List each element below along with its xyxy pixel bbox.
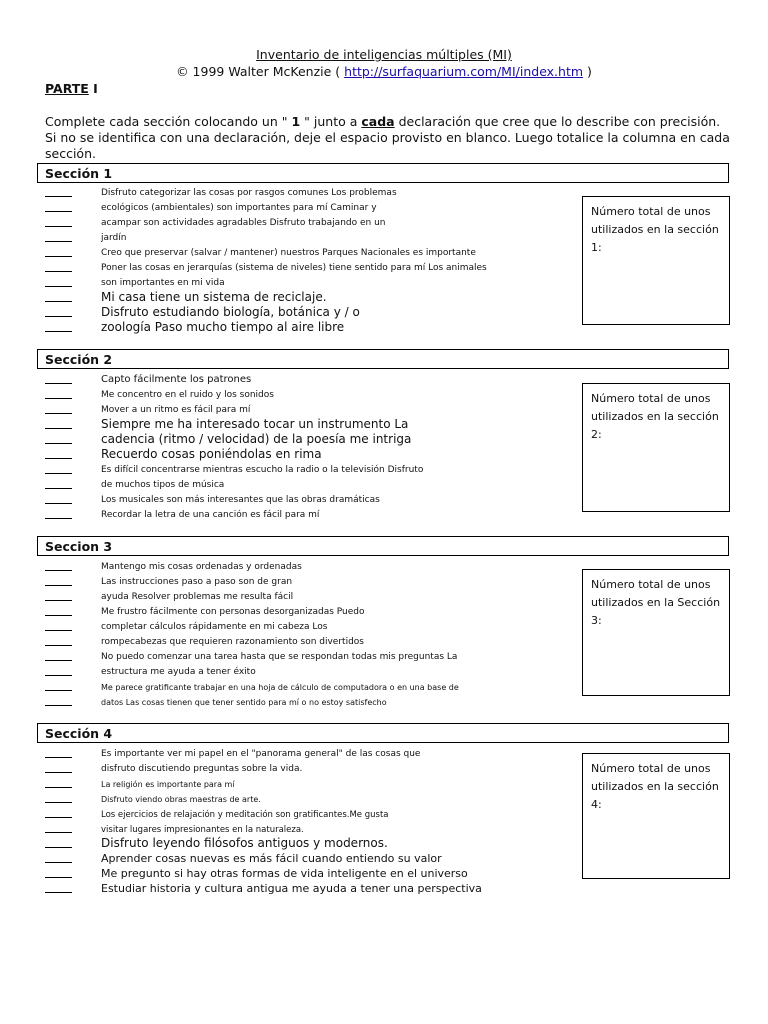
- total-label: Número total de unos utilizados en la sección 1:: [591, 205, 719, 254]
- statement-text: Capto fácilmente los patrones: [101, 374, 252, 385]
- section-2-header: [37, 349, 729, 369]
- answer-blank[interactable]: [45, 316, 72, 317]
- answer-blank[interactable]: [45, 570, 72, 571]
- intro-text-3: declaración que cree que lo describe con precisión. Si no se identifica con una declaración, deje el espacio provisto en blanco. Luego totalice la columna en cada sección.: [45, 114, 730, 161]
- answer-blank[interactable]: [45, 690, 72, 691]
- answer-blank[interactable]: [45, 413, 72, 414]
- intro-text-2: " junto a: [300, 114, 362, 129]
- total-label: Número total de unos utilizados en la sección 4:: [591, 762, 719, 811]
- section-title: Sección 4: [45, 726, 113, 741]
- statement-text: Es difícil concentrarse mientras escucho la radio o la televisión Disfruto: [101, 465, 424, 475]
- statement-text: acampar son actividades agradables Disfruto trabajando en un: [101, 218, 386, 228]
- section-title: Sección 1: [45, 166, 113, 181]
- statement-line: [45, 573, 545, 588]
- answer-blank[interactable]: [45, 757, 72, 758]
- statement-text: Disfruto viendo obras maestras de arte.: [101, 795, 261, 804]
- answer-blank[interactable]: [45, 862, 72, 863]
- section-3-total-box: [582, 569, 730, 696]
- section-3-header: [37, 536, 729, 556]
- statement-text: Disfruto leyendo filósofos antiguos y modernos.: [101, 836, 388, 850]
- statement-text: La religión es importante para mí: [101, 780, 235, 789]
- answer-blank[interactable]: [45, 615, 72, 616]
- answer-blank[interactable]: [45, 660, 72, 661]
- section-2-total-box: [582, 383, 730, 512]
- answer-blank[interactable]: [45, 241, 72, 242]
- statement-line: [45, 865, 545, 880]
- section-title: Sección 2: [45, 352, 113, 367]
- answer-blank[interactable]: [45, 600, 72, 601]
- answer-blank[interactable]: [45, 645, 72, 646]
- statement-text: jardín: [101, 233, 127, 243]
- statement-text: Mi casa tiene un sistema de reciclaje.: [101, 290, 327, 304]
- part-label: PARTE: [45, 81, 89, 96]
- statement-text: son importantes en mi vida: [101, 278, 225, 288]
- statement-line: [45, 745, 545, 760]
- statement-line: [45, 506, 545, 521]
- statement-line: [45, 244, 545, 259]
- answer-blank[interactable]: [45, 473, 72, 474]
- statement-text: datos Las cosas tienen que tener sentido para mí o no estoy satisfecho: [101, 698, 387, 707]
- statement-line: [45, 304, 545, 319]
- part-heading: [45, 81, 98, 96]
- statement-text: Es importante ver mi papel en el "panorama general" de las cosas que: [101, 749, 421, 759]
- statement-line: [45, 775, 545, 790]
- statement-line: [45, 446, 545, 461]
- answer-blank[interactable]: [45, 503, 72, 504]
- answer-blank[interactable]: [45, 428, 72, 429]
- statement-line: [45, 371, 545, 386]
- answer-blank[interactable]: [45, 772, 72, 773]
- statement-line: [45, 274, 545, 289]
- answer-blank[interactable]: [45, 630, 72, 631]
- statement-line: [45, 633, 545, 648]
- statement-line: [45, 416, 545, 431]
- instructions-paragraph: [45, 114, 735, 162]
- copyright-close: ): [583, 64, 592, 79]
- answer-blank[interactable]: [45, 817, 72, 818]
- statement-line: [45, 184, 545, 199]
- intro-cada: cada: [361, 114, 395, 129]
- total-label: Número total de unos utilizados en la sección 2:: [591, 392, 719, 441]
- answer-blank[interactable]: [45, 585, 72, 586]
- statement-text: Me concentro en el ruido y los sonidos: [101, 390, 274, 400]
- statement-text: rompecabezas que requieren razonamiento son divertidos: [101, 637, 364, 647]
- section-4-total-box: [582, 753, 730, 879]
- answer-blank[interactable]: [45, 488, 72, 489]
- answer-blank[interactable]: [45, 301, 72, 302]
- statement-text: estructura me ayuda a tener éxito: [101, 667, 256, 677]
- statement-text: Poner las cosas en jerarquías (sistema de niveles) tiene sentido para mí Los animales: [101, 263, 487, 273]
- statement-text: Recordar la letra de una canción es fácil para mí: [101, 510, 320, 520]
- statement-line: [45, 386, 545, 401]
- answer-blank[interactable]: [45, 286, 72, 287]
- statement-text: completar cálculos rápidamente en mi cabeza Los: [101, 622, 328, 632]
- source-link[interactable]: http://surfaquarium.com/MI/index.htm: [344, 64, 584, 79]
- answer-blank[interactable]: [45, 892, 72, 893]
- statement-line: [45, 214, 545, 229]
- answer-blank[interactable]: [45, 271, 72, 272]
- statement-line: [45, 431, 545, 446]
- statement-text: ecológicos (ambientales) son importantes para mí Caminar y: [101, 203, 377, 213]
- answer-blank[interactable]: [45, 705, 72, 706]
- statement-line: [45, 850, 545, 865]
- section-1-total-box: [582, 196, 730, 325]
- statement-text: Los musicales son más interesantes que las obras dramáticas: [101, 495, 380, 505]
- statement-text: Recuerdo cosas poniéndolas en rima: [101, 447, 322, 461]
- statement-text: Siempre me ha interesado tocar un instrumento La: [101, 417, 409, 431]
- part-number: I: [88, 81, 98, 96]
- statement-line: [45, 558, 545, 573]
- statement-text: de muchos tipos de música: [101, 480, 225, 490]
- copyright-line: [0, 64, 768, 79]
- statement-line: [45, 805, 545, 820]
- section-1-header: [37, 163, 729, 183]
- statement-line: [45, 760, 545, 775]
- statement-text: Los ejercicios de relajación y meditación son gratificantes.Me gusta: [101, 809, 389, 820]
- answer-blank[interactable]: [45, 211, 72, 212]
- section-4-header: [37, 723, 729, 743]
- statement-text: cadencia (ritmo / velocidad) de la poesía me intriga: [101, 432, 412, 446]
- statement-text: visitar lugares impresionantes en la naturaleza.: [101, 824, 304, 835]
- total-label: Número total de unos utilizados en la Sección 3:: [591, 578, 721, 627]
- statement-line: [45, 588, 545, 603]
- statement-text: Me parece gratificante trabajar en una hoja de cálculo de computadora o en una base de: [101, 683, 459, 692]
- answer-blank[interactable]: [45, 196, 72, 197]
- answer-blank[interactable]: [45, 256, 72, 257]
- statement-line: [45, 880, 545, 895]
- answer-blank[interactable]: [45, 443, 72, 444]
- answer-blank[interactable]: [45, 398, 72, 399]
- statement-line: [45, 401, 545, 416]
- document-title: [0, 47, 768, 62]
- statement-line: [45, 693, 545, 708]
- statement-line: [45, 476, 545, 491]
- answer-blank[interactable]: [45, 518, 72, 519]
- statement-line: [45, 790, 545, 805]
- intro-one: 1: [291, 114, 301, 129]
- statement-line: [45, 319, 545, 334]
- statement-line: [45, 678, 545, 693]
- answer-blank[interactable]: [45, 226, 72, 227]
- statement-text: ayuda Resolver problemas me resulta fácil: [101, 592, 294, 602]
- statement-text: Las instrucciones paso a paso son de gran: [101, 577, 293, 587]
- answer-blank[interactable]: [45, 877, 72, 878]
- statement-text: Mover a un ritmo es fácil para mí: [101, 405, 251, 415]
- statement-line: [45, 820, 545, 835]
- statement-line: [45, 289, 545, 304]
- answer-blank[interactable]: [45, 458, 72, 459]
- statement-line: [45, 618, 545, 633]
- statement-line: [45, 229, 545, 244]
- statement-line: [45, 199, 545, 214]
- section-title: Seccion 3: [45, 539, 113, 554]
- answer-blank[interactable]: [45, 832, 72, 833]
- statement-text: Me pregunto si hay otras formas de vida inteligente en el universo: [101, 867, 468, 880]
- statement-line: [45, 835, 545, 850]
- answer-blank[interactable]: [45, 675, 72, 676]
- statement-text: disfruto discutiendo preguntas sobre la vida.: [101, 764, 303, 774]
- statement-text: Disfruto categorizar las cosas por rasgos comunes Los problemas: [101, 188, 397, 198]
- answer-blank[interactable]: [45, 383, 72, 384]
- statement-text: Disfruto estudiando biología, botánica y / o: [101, 305, 360, 319]
- statement-text: Creo que preservar (salvar / mantener) nuestros Parques Nacionales es importante: [101, 248, 476, 258]
- statement-text: Aprender cosas nuevas es más fácil cuando entiendo su valor: [101, 852, 442, 865]
- statement-text: No puedo comenzar una tarea hasta que se respondan todas mis preguntas La: [101, 652, 458, 662]
- statement-line: [45, 603, 545, 618]
- answer-blank[interactable]: [45, 331, 72, 332]
- statement-text: Estudiar historia y cultura antigua me ayuda a tener una perspectiva: [101, 882, 482, 895]
- answer-blank[interactable]: [45, 847, 72, 848]
- statement-line: [45, 663, 545, 678]
- title-text: Inventario de inteligencias múltiples (MI): [256, 47, 512, 62]
- statement-line: [45, 491, 545, 506]
- statement-text: Me frustro fácilmente con personas desorganizadas Puedo: [101, 607, 365, 617]
- answer-blank[interactable]: [45, 802, 72, 803]
- statement-line: [45, 259, 545, 274]
- statement-text: Mantengo mis cosas ordenadas y ordenadas: [101, 562, 302, 572]
- statement-line: [45, 648, 545, 663]
- copyright-text: © 1999 Walter McKenzie (: [176, 64, 345, 79]
- statement-text: zoología Paso mucho tiempo al aire libre: [101, 320, 345, 334]
- answer-blank[interactable]: [45, 787, 72, 788]
- statement-line: [45, 461, 545, 476]
- intro-text-1: Complete cada sección colocando un ": [45, 114, 292, 129]
